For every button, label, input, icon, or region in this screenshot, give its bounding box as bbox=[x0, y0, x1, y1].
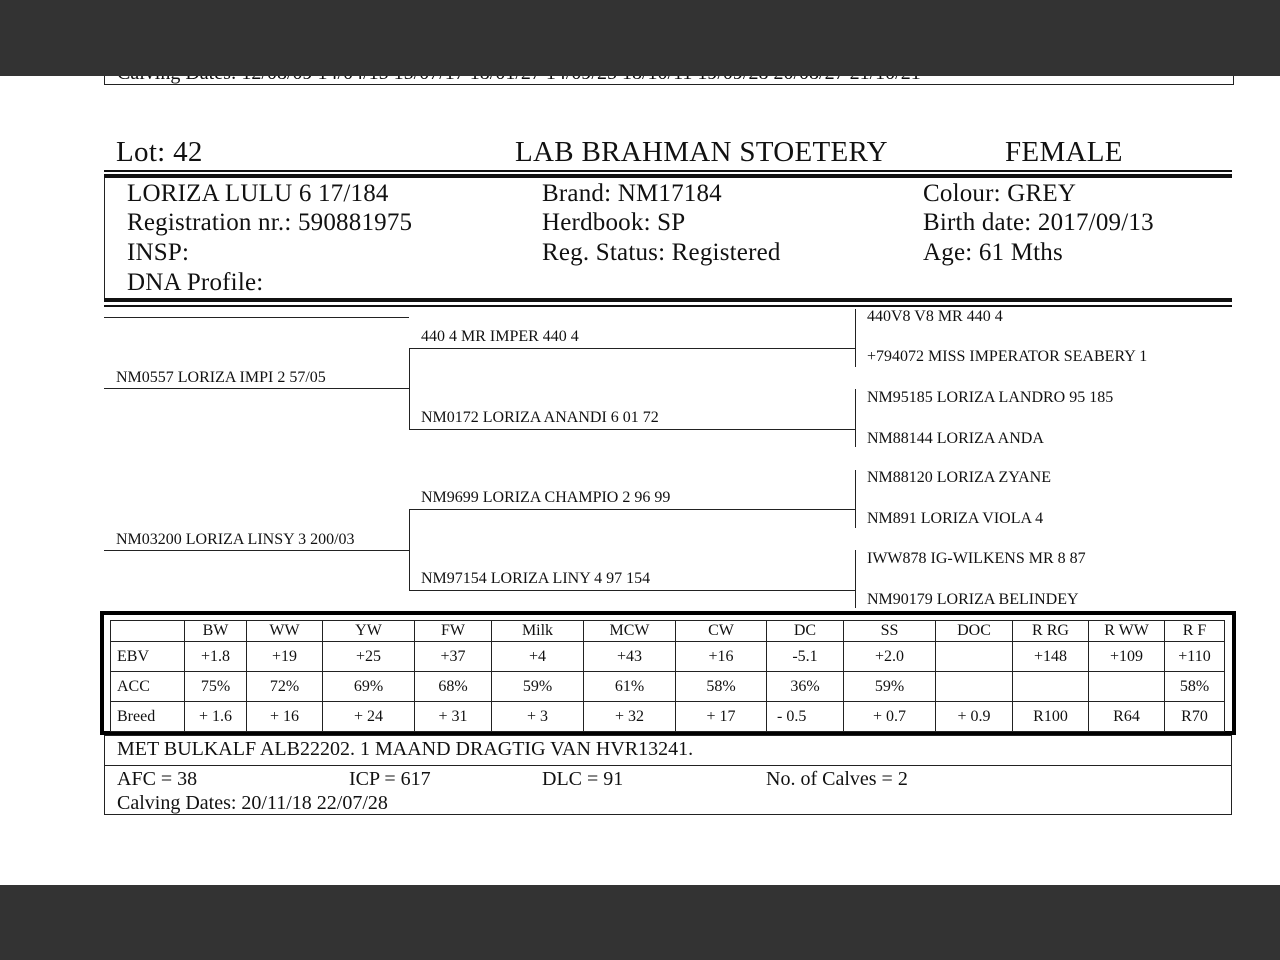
ebv-header-row bbox=[111, 621, 1225, 642]
dlc-value: DLC = 91 bbox=[542, 768, 624, 790]
ebv-cell: 68% bbox=[415, 672, 492, 702]
pedigree-ggp-1: 440V8 V8 MR 440 4 bbox=[867, 308, 1003, 325]
ebv-cell: R64 bbox=[1089, 702, 1165, 732]
birth-date: Birth date: 2017/09/13 bbox=[923, 209, 1154, 236]
ebv-cell bbox=[936, 642, 1013, 672]
viewer-top-bar-overlay bbox=[0, 0, 1280, 76]
ebv-cell bbox=[1089, 672, 1165, 702]
pedigree-dam-sire: NM9699 LORIZA CHAMPIO 2 96 99 bbox=[421, 489, 671, 506]
ebv-row-ebv bbox=[111, 642, 1225, 672]
ebv-col-cw: CW bbox=[676, 621, 767, 642]
ebv-cell: + 3 bbox=[492, 702, 584, 732]
ebv-cell: 59% bbox=[492, 672, 584, 702]
ebv-cell: + 16 bbox=[247, 702, 323, 732]
ebv-cell: +1.8 bbox=[185, 642, 247, 672]
ebv-cell: 36% bbox=[767, 672, 844, 702]
pedigree-ggp-6: NM891 LORIZA VIOLA 4 bbox=[867, 510, 1044, 527]
ebv-cell: R70 bbox=[1165, 702, 1225, 732]
pedigree-ggp-3: NM95185 LORIZA LANDRO 95 185 bbox=[867, 389, 1114, 406]
calving-dates: Calving Dates: 20/11/18 22/07/28 bbox=[117, 792, 388, 814]
ebv-cell: +4 bbox=[492, 642, 584, 672]
remarks-box bbox=[104, 735, 1232, 815]
info-rule-thick bbox=[104, 298, 1232, 302]
ebv-cell: + 24 bbox=[323, 702, 415, 732]
ebv-cell bbox=[1013, 672, 1089, 702]
ebv-cell: 69% bbox=[323, 672, 415, 702]
ebv-table bbox=[110, 620, 1225, 732]
ebv-cell: + 1.6 bbox=[185, 702, 247, 732]
ebv-cell: +16 bbox=[676, 642, 767, 672]
ebv-col-mcw: MCW bbox=[584, 621, 676, 642]
ebv-col-dc: DC bbox=[767, 621, 844, 642]
ebv-col-doc: DOC bbox=[936, 621, 1013, 642]
ebv-col-bw: BW bbox=[185, 621, 247, 642]
herdbook: Herdbook: SP bbox=[542, 209, 686, 236]
icp-value: ICP = 617 bbox=[349, 768, 431, 790]
ebv-cell: -5.1 bbox=[767, 642, 844, 672]
remark-note: MET BULKALF ALB22202. 1 MAAND DRAGTIG VAN HVR13241. bbox=[117, 738, 694, 760]
ebv-col-fw: FW bbox=[415, 621, 492, 642]
ebv-cell: 59% bbox=[844, 672, 936, 702]
ebv-col-milk: Milk bbox=[492, 621, 584, 642]
ebv-col-ss: SS bbox=[844, 621, 936, 642]
ebv-col-rww: R WW bbox=[1089, 621, 1165, 642]
colour: Colour: GREY bbox=[923, 180, 1077, 207]
pedigree-sire: NM0557 LORIZA IMPI 2 57/05 bbox=[116, 369, 326, 386]
ebv-cell: +109 bbox=[1089, 642, 1165, 672]
ebv-cell: + 17 bbox=[676, 702, 767, 732]
pedigree-ggp-7: IWW878 IG-WILKENS MR 8 87 bbox=[867, 550, 1086, 567]
ebv-row-label: Breed bbox=[111, 702, 185, 732]
ebv-cell: 61% bbox=[584, 672, 676, 702]
info-left-border bbox=[104, 178, 105, 298]
ebv-col-rf: R F bbox=[1165, 621, 1225, 642]
ebv-cell: +37 bbox=[415, 642, 492, 672]
registration-status: Reg. Status: Registered bbox=[542, 239, 781, 266]
insp-label: INSP: bbox=[127, 239, 190, 266]
remarks-divider bbox=[105, 765, 1231, 766]
ebv-table-box bbox=[100, 611, 1236, 735]
ebv-col-yw: YW bbox=[323, 621, 415, 642]
header-rule-thick bbox=[104, 174, 1232, 178]
ebv-col-rrg: R RG bbox=[1013, 621, 1089, 642]
calves-count: No. of Calves = 2 bbox=[766, 768, 908, 790]
ebv-cell: +43 bbox=[584, 642, 676, 672]
pedigree-ggp-4: NM88144 LORIZA ANDA bbox=[867, 430, 1044, 447]
animal-name: LORIZA LULU 6 17/184 bbox=[127, 180, 389, 207]
pedigree-ggp-5: NM88120 LORIZA ZYANE bbox=[867, 469, 1051, 486]
ebv-cell: 58% bbox=[676, 672, 767, 702]
lot-number: Lot: 42 bbox=[116, 136, 203, 168]
ebv-cell: + 0.7 bbox=[844, 702, 936, 732]
ebv-cell: 75% bbox=[185, 672, 247, 702]
age: Age: 61 Mths bbox=[923, 239, 1063, 266]
ebv-cell bbox=[936, 672, 1013, 702]
afc-value: AFC = 38 bbox=[117, 768, 198, 790]
sex-label: FEMALE bbox=[1005, 136, 1123, 168]
ebv-cell: 72% bbox=[247, 672, 323, 702]
ebv-cell: +2.0 bbox=[844, 642, 936, 672]
pedigree-ggp-8: NM90179 LORIZA BELINDEY bbox=[867, 591, 1079, 608]
ebv-cell: + 32 bbox=[584, 702, 676, 732]
ebv-cell: 58% bbox=[1165, 672, 1225, 702]
ebv-cell: +19 bbox=[247, 642, 323, 672]
pedigree-sire-dam: NM0172 LORIZA ANANDI 6 01 72 bbox=[421, 409, 659, 426]
pedigree-ggp-2: +794072 MISS IMPERATOR SEABERY 1 bbox=[867, 348, 1148, 365]
ebv-cell: +110 bbox=[1165, 642, 1225, 672]
ebv-cell: +25 bbox=[323, 642, 415, 672]
ebv-cell: +148 bbox=[1013, 642, 1089, 672]
dna-profile: DNA Profile: bbox=[127, 269, 264, 296]
pedigree-sire-sire: 440 4 MR IMPER 440 4 bbox=[421, 328, 579, 345]
ebv-row-breed bbox=[111, 702, 1225, 732]
header-rule-thin bbox=[104, 170, 1232, 172]
brand: Brand: NM17184 bbox=[542, 180, 722, 207]
ebv-row-label: ACC bbox=[111, 672, 185, 702]
info-rule-thin bbox=[104, 305, 1232, 307]
breeder-name: LAB BRAHMAN STOETERY bbox=[515, 136, 888, 168]
pedigree-dam: NM03200 LORIZA LINSY 3 200/03 bbox=[116, 531, 355, 548]
viewer-bottom-bar bbox=[0, 885, 1280, 960]
registration-number: Registration nr.: 590881975 bbox=[127, 209, 413, 236]
ebv-cell: - 0.5 bbox=[767, 702, 844, 732]
ebv-cell: + 0.9 bbox=[936, 702, 1013, 732]
ebv-cell: R100 bbox=[1013, 702, 1089, 732]
ebv-cell: + 31 bbox=[415, 702, 492, 732]
ebv-col-blank bbox=[111, 621, 185, 642]
ebv-row-acc bbox=[111, 672, 1225, 702]
ebv-row-label: EBV bbox=[111, 642, 185, 672]
pedigree-dam-dam: NM97154 LORIZA LINY 4 97 154 bbox=[421, 570, 651, 587]
ebv-col-ww: WW bbox=[247, 621, 323, 642]
